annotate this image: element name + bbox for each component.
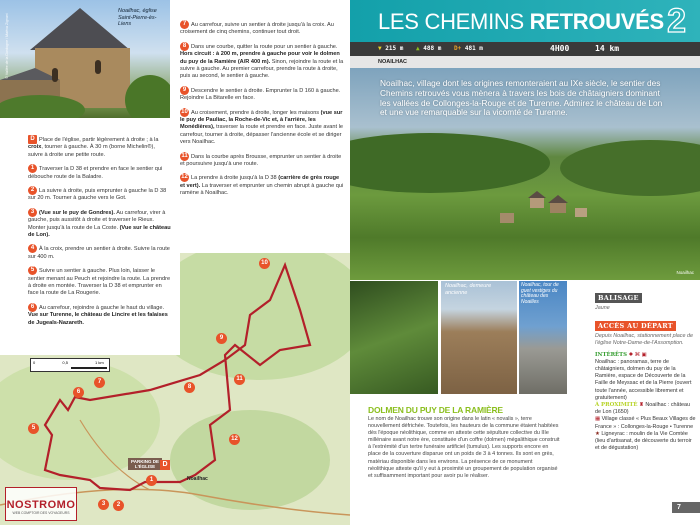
- logo-tagline: WEB COMPTOIR DES VOYAGEURS: [12, 511, 70, 515]
- step-marker: 10: [181, 108, 188, 115]
- step-text: Au croisement, prendre à droite, longer les maisons: [191, 109, 321, 116]
- step-text: Sinon, rejoindre la route et la suivre à gauche. Au premier carrefour, prendre la route à droite, puis au second, le sentier à gauche.: [180, 58, 344, 80]
- step-text: Au carrefour, virer à gauche, puis aussitôt à droite et traverser le Rieux. Monter jusqu'à la route de La Coste.: [28, 209, 166, 231]
- interets-value: Noailhac : panoramas, terre de châtaigniers, dolmen du puy de la Ramière, espace de Découverte de la Faille de Meyssac et de la Pierre (ouvert toute l'année, accessible librement et gratuitement): [595, 358, 692, 401]
- max-alt-value: 488 m: [423, 45, 442, 52]
- route-title: [378, 9, 664, 35]
- step-4: [28, 244, 171, 261]
- map-marker-7: 7: [94, 377, 105, 388]
- step-9: [180, 86, 345, 103]
- page-number: 7: [672, 502, 700, 513]
- proximite-item: Village classé « Plus Beaux Villages de France » : Collonges-la-Rouge • Turenne: [595, 416, 696, 430]
- step-2: [28, 186, 171, 203]
- old-house-photo: [441, 281, 517, 394]
- step-d: [28, 135, 171, 159]
- min-alt-value: 215 m: [385, 45, 404, 52]
- step-marker: D: [28, 135, 37, 144]
- steps-column-1: [28, 135, 171, 332]
- step-bold: Vue sur Turenne, le château de Lincire et les falaises de Jugeals-Nazareth.: [28, 312, 168, 326]
- village-icon: ▦: [595, 416, 601, 423]
- map-marker-10: 10: [259, 258, 270, 269]
- duration: 4H00: [550, 44, 570, 53]
- parking-label: PARKING DE L'ÉGLISE: [128, 458, 162, 470]
- map-marker-5: 5: [28, 423, 39, 434]
- interets: [595, 352, 697, 402]
- step-marker: 3: [28, 208, 37, 217]
- info-sidebar: [595, 287, 697, 452]
- steps-column-2: [180, 20, 345, 203]
- proximite-label: À PROXIMITÉ: [595, 402, 638, 409]
- map-marker-3: 3: [98, 499, 109, 510]
- step-marker: 12: [181, 174, 188, 181]
- step-text: La suivre à droite, puis emprunter à gauche la D 38 sur 20 m. Tourner à gauche vers le Got.: [28, 187, 167, 202]
- step-text: Descendre le sentier à droite. Emprunter la D 160 à gauche. Rejoindre La Bitarelle en face.: [180, 87, 341, 102]
- d-plus-label: D+: [454, 45, 462, 52]
- step-text: Suivre un sentier à gauche. Plus loin, laisser le sentier menant au Peuch et rejoindre la route. La prendre à droite en montée. Traverser la D 38 et emprunter en face la route de La Rougerie.: [28, 268, 171, 297]
- title-banner: [350, 0, 700, 42]
- step-marker: 6: [28, 303, 37, 312]
- town-label: Noailhac: [187, 476, 208, 482]
- step-marker: 4: [28, 244, 37, 253]
- step-text: La traverser et emprunter un chemin abrupt à gauche qui ramène à Noailhac.: [180, 182, 344, 197]
- step-text: Traverser la D 38 et prendre en face le sentier qui débouche route de la Baladre.: [28, 166, 163, 180]
- route-number: 2: [667, 2, 686, 40]
- step-text: Dans la courbe après Brousse, emprunter un sentier à droite et poursuivre jusqu'à une route.: [180, 153, 342, 168]
- step-1: [28, 164, 171, 181]
- photo-credit: © Vallée de la Dordogne / Maëva Zignani: [5, 13, 9, 79]
- acces-label: ACCÈS AU DÉPART: [595, 321, 676, 331]
- proximite: [595, 402, 697, 452]
- interets-label: INTÉRÊTS: [595, 351, 628, 358]
- step-text: Au carrefour, rejoindre à gauche le haut du village.: [39, 304, 165, 311]
- proximite-item: Noailhac : château de Lon (1650): [595, 402, 691, 416]
- forest-photo: [350, 281, 438, 394]
- map-scale: [30, 358, 110, 372]
- step-8: [180, 42, 345, 81]
- star-icon: ★: [595, 430, 600, 437]
- distance: 14 km: [595, 44, 620, 53]
- map-marker-8: 8: [184, 382, 195, 393]
- step-bold: croix: [28, 144, 42, 151]
- stats-bar: [350, 42, 700, 56]
- step-text: Dans une courbe, quitter la route pour un sentier à gauche.: [191, 43, 338, 50]
- castle-icon: ♜: [639, 402, 644, 409]
- step-bold: (vue sur le puy de Pauliac, la Roche-de-Vic et, à l'arrière, les Monédières),: [180, 109, 343, 131]
- step-marker: 5: [28, 266, 37, 275]
- step-12: [180, 173, 345, 197]
- step-marker: 11: [181, 152, 188, 159]
- balisage-label: BALISAGE: [595, 293, 642, 303]
- step-text: À la croix, prendre un sentier à droite. Suivre la route sur 400 m.: [28, 246, 170, 260]
- map-marker-9: 9: [216, 333, 227, 344]
- title-light: LES CHEMINS: [378, 9, 530, 34]
- step-10: [180, 108, 345, 147]
- step-marker: 8: [180, 42, 189, 51]
- map-marker-11: 11: [234, 374, 245, 385]
- step-text: La prendre à droite jusqu'à la D 38: [191, 175, 279, 182]
- step-marker: 1: [28, 164, 37, 173]
- proximite-item: Ligneyrac : moulin de la Vie Comtée (lieu d'artisanat, de découverte du terroir et de dégustation): [595, 430, 692, 452]
- dolmen-text: Le nom de Noailhac trouve son origine dans le latin « novalis », terre nouvellement défrichée. Toutefois, les hauteurs de la commune étaient habitées dès l'époque néolithique, comme en atteste cette sépulture collective du IIIe millénaire avant notre ère, constituée d'un coffre (dolmen) mégalithique construit à l'extrémité d'un tertre funéraire artificiel (tumulus). Les supports encore en place de la couverture disparue ont un poids de 3 à 4 tonnes. Ils sont en grès, matériau disponible dans les environs. La présence de ce monument néolithique atteste qu'il y eut à proximité un groupement de population organisé et suffisamment important pour avoir pu le réaliser.: [368, 416, 560, 479]
- step-bold: Hors circuit : à 200 m, prendre à gauche pour voir le dolmen du puy de la Ramière (A/R 400 m).: [180, 51, 340, 65]
- location-label: NOAILHAC: [378, 59, 408, 65]
- photo-caption: Noailhac, demeure ancienne: [445, 283, 492, 296]
- logo-name: NOSTROMO: [6, 499, 76, 511]
- acces-value: Depuis Noailhac, stationnement place de l'église Notre-Dame-de-l'Assomption.: [595, 333, 693, 347]
- intro-text: Noailhac, village dont les origines remonteraient au IXe siècle, le sentier des Chemins retrouvés vous mènera à travers les bois de châtaigniers dominant les vallées de Collonges-la-Rouge et de Turenne. Admirez le château de Lon et une vue remarquable sur la vicomté de Turenne.: [380, 78, 663, 118]
- up-triangle-icon: ▲: [416, 45, 420, 52]
- balisage-value: Jaune: [595, 305, 610, 311]
- watchtower-photo: [519, 281, 567, 394]
- map-marker-12: 12: [229, 434, 240, 445]
- step-bold: (carrière de grès rouge et vert).: [180, 175, 340, 189]
- map-marker-6: 6: [73, 387, 84, 398]
- scale-label: 0,5: [62, 360, 68, 365]
- landscape-photo: [350, 68, 700, 280]
- step-marker: 7: [180, 20, 189, 29]
- title-bold: RETROUVÉS: [529, 9, 664, 34]
- d-plus-value: 481 m: [464, 45, 483, 52]
- map-marker-2: 2: [113, 500, 124, 511]
- main-photo-caption: Noailhac: [676, 269, 694, 275]
- photo-caption: Noailhac, église Saint-Pierre-ès-Liens: [118, 8, 157, 27]
- interest-icons: ✹ ⌘ ▣: [628, 351, 647, 358]
- step-11: [180, 152, 345, 169]
- step-bold: (Vue sur le château de Lon).: [28, 224, 171, 238]
- max-altitude: [416, 42, 441, 56]
- step-6: [28, 303, 171, 327]
- step-marker: 9: [180, 86, 189, 95]
- step-marker: 2: [28, 186, 37, 195]
- step-text: Au carrefour, suivre un sentier à droite jusqu'à la croix. Au croisement de cinq chemins, continuer tout droit.: [180, 21, 334, 36]
- start-marker: D: [160, 460, 170, 470]
- down-triangle-icon: ▼: [378, 45, 382, 52]
- min-altitude: [378, 42, 403, 56]
- step-bold: (Vue sur le puy de Gondres).: [39, 209, 115, 216]
- photo-caption: Noailhac, tour de guet vestiges du château des Noailles: [521, 282, 559, 305]
- step-text: , tourner à gauche. À 30 m (borne Michelin®), suivre à droite une petite route.: [28, 144, 155, 158]
- step-text: Place de l'église, partir légèrement à droite ; à la: [39, 136, 159, 143]
- scale-label: 1 km: [95, 360, 104, 365]
- dolmen-section: [368, 405, 560, 480]
- nostromo-logo: [5, 487, 77, 521]
- scale-label: 0: [33, 360, 36, 365]
- church-photo: [0, 0, 170, 118]
- dolmen-title: DOLMEN DU PUY DE LA RAMIÈRE: [368, 405, 503, 415]
- map-marker-1: 1: [146, 475, 157, 486]
- step-5: [28, 266, 171, 298]
- elevation-gain: [454, 42, 483, 56]
- location-bar: [350, 56, 700, 68]
- step-7: [180, 20, 345, 37]
- step-3: [28, 208, 171, 240]
- step-text: traverser la route et prendre en face. Juste avant le carrefour, tourner à droite, dépasser l'ancienne école et se diriger vers Noailhac.: [180, 124, 343, 146]
